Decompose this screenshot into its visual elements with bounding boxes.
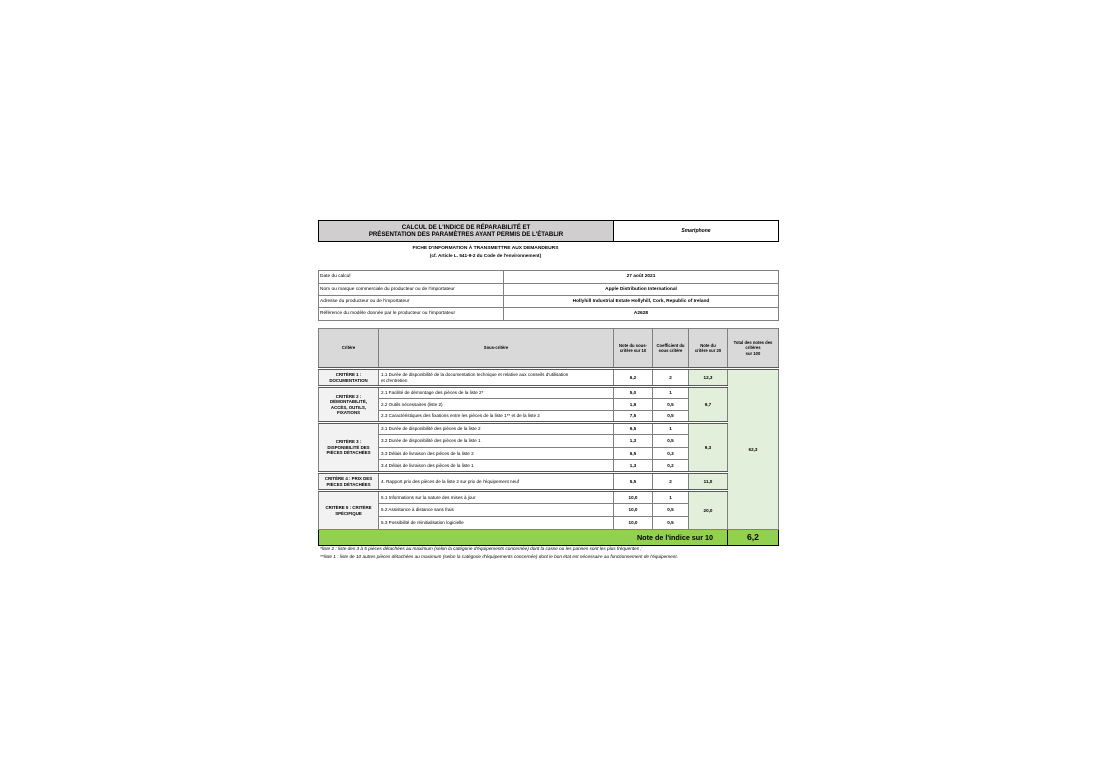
subcriterion-score: 10,0 — [614, 504, 653, 517]
subcriterion-coefficient: 0,5 — [653, 504, 689, 517]
subcriterion-label: 3.2 Durée de disponibilité des pièces de la liste 1 — [379, 435, 614, 448]
subcriterion-label: 2.2 Outils nécessaires (liste 2) — [379, 399, 614, 411]
table-row — [319, 491, 779, 504]
criterion-2-score: 9,7 — [689, 387, 728, 423]
subcriterion-label: 3.3 Délais de livraison des pièces de la liste 2 — [379, 448, 614, 460]
subcriterion-label: 5.1 Informations sur la nature des mises à jour — [379, 491, 614, 504]
col-header-criterion-score: Note du critère sur 20 — [689, 329, 728, 369]
info-label: Nom ou marque commerciale du producteur ou de l'importateur — [319, 284, 504, 296]
criteria-table — [318, 328, 779, 546]
subcriterion-score: 6,2 — [614, 369, 653, 387]
subcriterion-label: 2.1 Facilité de démontage des pièces de la liste 2* — [379, 387, 614, 399]
info-row-date — [319, 271, 779, 284]
info-row-producer — [319, 284, 779, 296]
criterion-1-name: CRITÈRE 1 : DOCUMENTATION — [319, 369, 379, 387]
info-table — [318, 270, 779, 321]
info-value: A2628 — [504, 308, 779, 321]
criterion-4-name: CRITÈRE 4 : PRIX DES PIÈCES DÉTACHÉES — [319, 473, 379, 491]
info-value: Apple Distribution International — [504, 284, 779, 296]
col-header-coefficient: Coefficient du sous critère — [653, 329, 689, 369]
subcriterion-score: 6,5 — [614, 448, 653, 460]
table-header-row — [319, 329, 779, 369]
subcriterion-coefficient: 1 — [653, 423, 689, 435]
subcriterion-label: 5.2 Assistance à distance sans frais — [379, 504, 614, 517]
subcriterion-score: 1,3 — [614, 460, 653, 473]
subcriterion-label: 2.3 Caractéristiques des fixations entre les pièces de la liste 1** et de la liste 2 — [379, 411, 614, 423]
subcriterion-label: 4. Rapport prix des pièces de la liste 2 sur prix de l'équipement neuf — [379, 473, 614, 491]
product-category: Smartphone — [614, 221, 779, 242]
subcriterion-coefficient: 0,5 — [653, 435, 689, 448]
criterion-2-name: CRITÈRE 2 : DÉMONTABILITÉ, ACCÈS, OUTILS, FIXATIONS — [319, 387, 379, 423]
criterion-5-name: CRITÈRE 5 : CRITÈRE SPÉCIFIQUE — [319, 491, 379, 530]
subheading-line-1: FICHE D'INFORMATION À TRANSMETTRE AUX DEMANDEURS — [412, 246, 559, 251]
table-row — [319, 387, 779, 399]
subcriterion-coefficient: 0,2 — [653, 460, 689, 473]
subcriterion-coefficient: 1 — [653, 387, 689, 399]
info-row-model — [319, 308, 779, 321]
subcriterion-score: 7,5 — [614, 411, 653, 423]
criterion-3-name: CRITÈRE 3 : DISPONIBILITÉ DES PIÈCES DÉTACHÉES — [319, 423, 379, 473]
col-header-criterion: Critère — [319, 329, 379, 369]
subcriterion-coefficient: 0,5 — [653, 517, 689, 530]
footnote-liste-2: *liste 2 : liste des 3 à 5 pièces détachées au maximum (selon la catégorie d'équipements concernée) dont la casse ou les pannes sont les plus fréquentes ; — [320, 546, 642, 551]
subcriterion-label: 1.1 Durée de disponibilité de la documentation technique et relative aux conseils d'utilisation et d'entretien — [379, 369, 614, 387]
total-score: 62,3 — [728, 369, 779, 530]
info-value: 27 août 2021 — [504, 271, 779, 284]
final-index-row — [319, 530, 779, 546]
criterion-4-score: 11,0 — [689, 473, 728, 491]
subcriterion-score: 10,0 — [614, 491, 653, 504]
document-title: CALCUL DE L'INDICE DE RÉPARABILITÉ ET PRÉSENTATION DES PARAMÈTRES AYANT PERMIS DE L'ÉTABLIR — [319, 221, 614, 242]
criterion-1-score: 12,3 — [689, 369, 728, 387]
subcriterion-coefficient: 1 — [653, 491, 689, 504]
subcriterion-label: 3.1 Durée de disponibilité des pièces de la liste 2 — [379, 423, 614, 435]
header-box — [318, 220, 779, 242]
col-header-subcriterion: Sous-critère — [379, 329, 614, 369]
final-index-value: 6,2 — [728, 530, 779, 546]
info-label: Référence du modèle donnée par le producteur ou l'importateur — [319, 308, 504, 321]
subcriterion-coefficient: 0,5 — [653, 399, 689, 411]
info-label: Date du calcul — [319, 271, 504, 284]
subcriterion-label: 3.4 Délais de livraison des pièces de la liste 1 — [379, 460, 614, 473]
criterion-5-score: 20,0 — [689, 491, 728, 530]
table-row — [319, 423, 779, 435]
subcriterion-coefficient: 2 — [653, 473, 689, 491]
col-header-total: Total des notes des critères sur 100 — [728, 329, 779, 369]
subcriterion-label: 5.3 Possibilité de réinitialisation logicielle — [379, 517, 614, 530]
final-index-label: Note de l'indice sur 10 — [319, 530, 728, 546]
table-row — [319, 369, 779, 387]
subcriterion-score: 6,5 — [614, 423, 653, 435]
subcriterion-coefficient: 0,3 — [653, 448, 689, 460]
info-label: Adresse du producteur ou de l'importateur — [319, 296, 504, 308]
subheading — [318, 246, 653, 259]
criterion-3-score: 9,3 — [689, 423, 728, 473]
col-header-sub-score: Note du sous- critère sur 10 — [614, 329, 653, 369]
info-value: Hollyhill Industrial Estate Hollyhill, Cork, Republic of Ireland — [504, 296, 779, 308]
subcriterion-score: 1,9 — [614, 399, 653, 411]
subcriterion-score: 10,0 — [614, 517, 653, 530]
subcriterion-coefficient: 2 — [653, 369, 689, 387]
info-row-address — [319, 296, 779, 308]
table-row — [319, 473, 779, 491]
subheading-line-2: (cf. Article L. 541-9-2 du Code de l'environnement) — [429, 252, 542, 258]
subcriterion-score: 5,5 — [614, 473, 653, 491]
subcriterion-score: 1,3 — [614, 435, 653, 448]
subcriterion-score: 5,0 — [614, 387, 653, 399]
footnote-liste-1: **liste 1 : liste de 10 autres pièces détachées au maximum (selon la catégorie d'équipements concernée) dont le bon état est nécessaire au fonctionnement de l'équipement. — [320, 554, 678, 559]
subcriterion-coefficient: 0,5 — [653, 411, 689, 423]
